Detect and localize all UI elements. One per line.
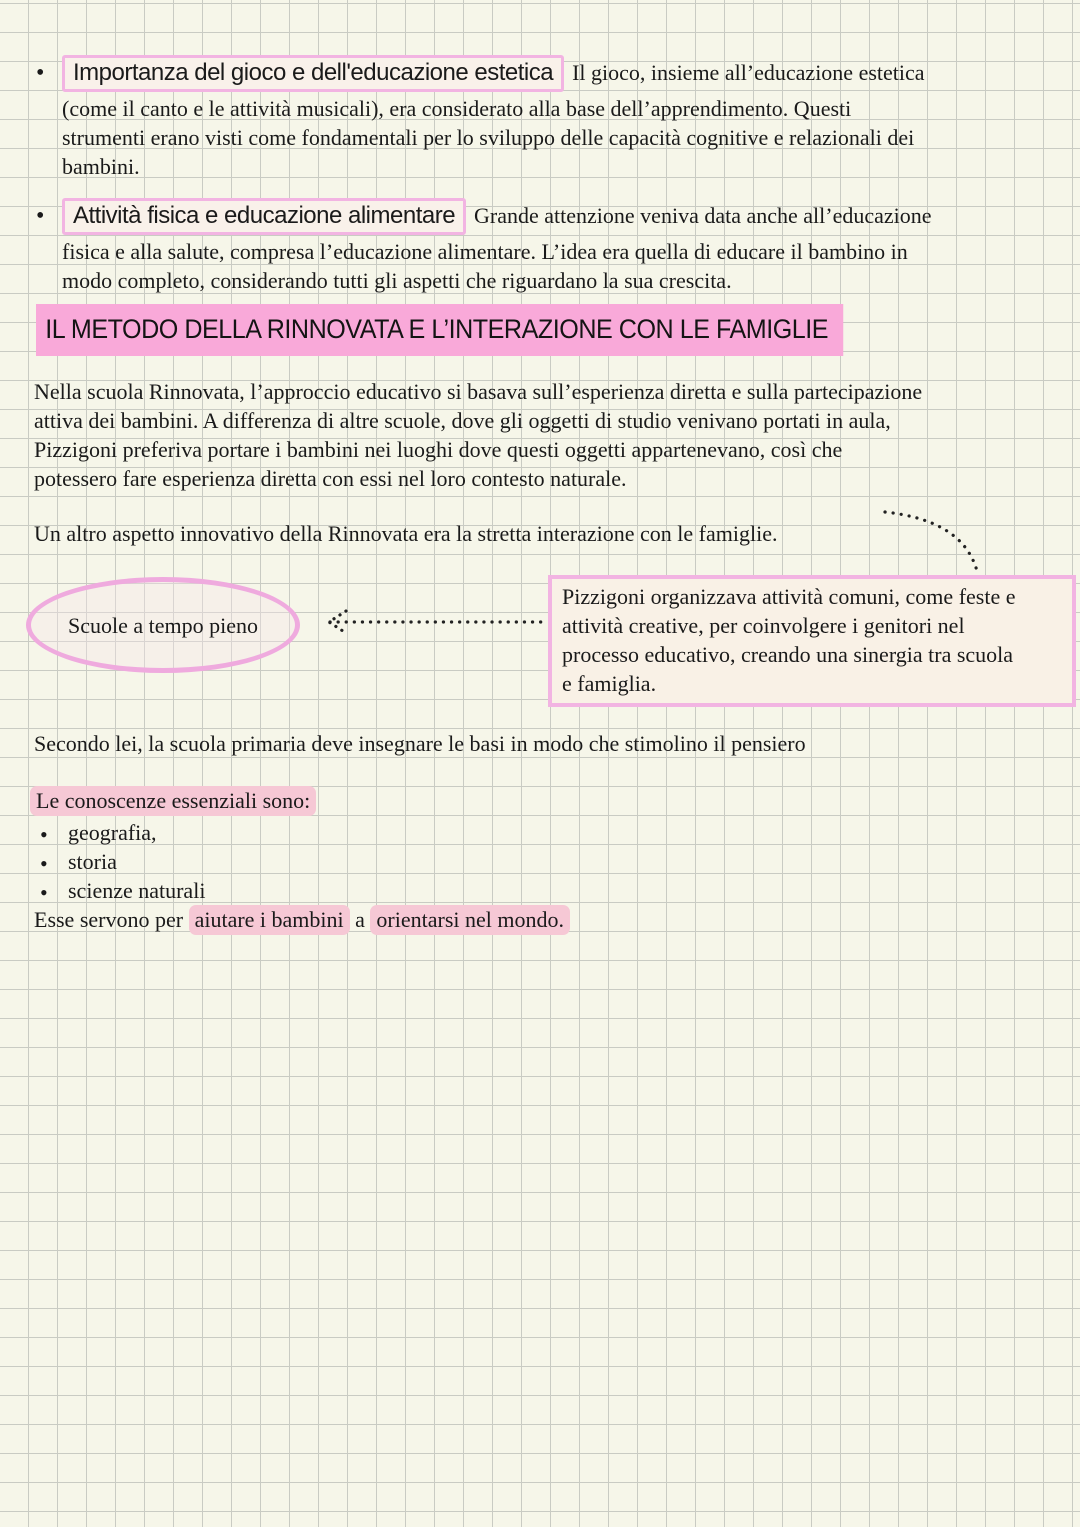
- paragraph-line: fisica e alla salute, compresa l’educazione alimentare. L’idea era quella di educare il bambino in: [62, 239, 908, 264]
- paragraph-line: potessero fare esperienza diretta con essi nel loro contesto naturale.: [34, 466, 627, 491]
- conclusion-line: [34, 905, 1048, 934]
- highlighted-phrase: orientarsi nel mondo.: [370, 905, 570, 935]
- paragraph-line: Il gioco, insieme all’educazione estetica: [572, 60, 925, 85]
- note-line: Pizzigoni organizzava attività comuni, come feste e: [562, 584, 1016, 609]
- highlighted-intro: Le conoscenze essenziali sono:: [30, 786, 316, 816]
- conclusion-mid: a: [349, 907, 371, 932]
- ellipse-annotation: [26, 577, 300, 673]
- ellipse-label: Scuole a tempo pieno: [67, 612, 258, 638]
- section-heading: IL METODO DELLA RINNOVATA E L’INTERAZIONE CON LE FAMIGLIE: [36, 304, 843, 356]
- paragraph-line: modo completo, considerando tutti gli aspetti che riguardano la sua crescita.: [62, 268, 732, 293]
- topic-label-attivita: Attività fisica e educazione alimentare: [62, 198, 466, 235]
- list-item-storia: • storia: [28, 847, 1048, 876]
- knowledge-block: [28, 786, 1048, 934]
- note-line: processo educativo, creando una sinergia tra scuola: [562, 642, 1014, 667]
- topic-label-gioco: Importanza del gioco e dell'educazione estetica: [62, 55, 564, 92]
- highlighted-phrase: aiutare i bambini: [189, 905, 350, 935]
- paragraph-line: Pizzigoni preferiva portare i bambini nei luoghi dove questi oggetti appartenevano, così che: [34, 437, 843, 462]
- paragraph-line: attiva dei bambini. A differenza di altre scuole, dove gli oggetti di studio venivano portati in aula,: [34, 408, 891, 433]
- note-line: e famiglia.: [562, 671, 657, 696]
- conclusion-pre: Esse servono per: [34, 907, 189, 932]
- pink-note-box: [548, 575, 1076, 707]
- paragraph-line: Un altro aspetto innovativo della Rinnovata era la stretta interazione con le famiglie.: [34, 521, 778, 546]
- bullet-paragraph-attivita: [30, 198, 1050, 295]
- paragraph-line: strumenti erano visti come fondamentali per lo sviluppo delle capacità cognitive e relazionali dei: [62, 125, 915, 150]
- list-item-geografia: • geografia,: [28, 818, 1048, 847]
- paragraph-line: (come il canto e le attività musicali), era considerato alla base dell’apprendimento. Questi: [62, 96, 852, 121]
- paragraph-line: Secondo lei, la scuola primaria deve insegnare le basi in modo che stimolino il pensiero: [34, 731, 806, 756]
- list-item-scienze: • scienze naturali: [28, 876, 1048, 905]
- paragraph-scuola-primaria: [34, 729, 1054, 758]
- paragraph-line: bambini.: [62, 154, 140, 179]
- arrowhead-icon: [329, 611, 346, 633]
- paragraph-line: Nella scuola Rinnovata, l’approccio educativo si basava sull’esperienza diretta e sulla partecipazione: [34, 379, 923, 404]
- note-line: attività creative, per coinvolgere i genitori nel: [562, 613, 965, 638]
- paragraph-metodo: [34, 377, 1054, 493]
- bullet-paragraph-gioco: [30, 55, 1050, 181]
- paragraph-line: Grande attenzione veniva data anche all’educazione: [474, 203, 932, 228]
- paragraph-famiglie: [34, 519, 1054, 548]
